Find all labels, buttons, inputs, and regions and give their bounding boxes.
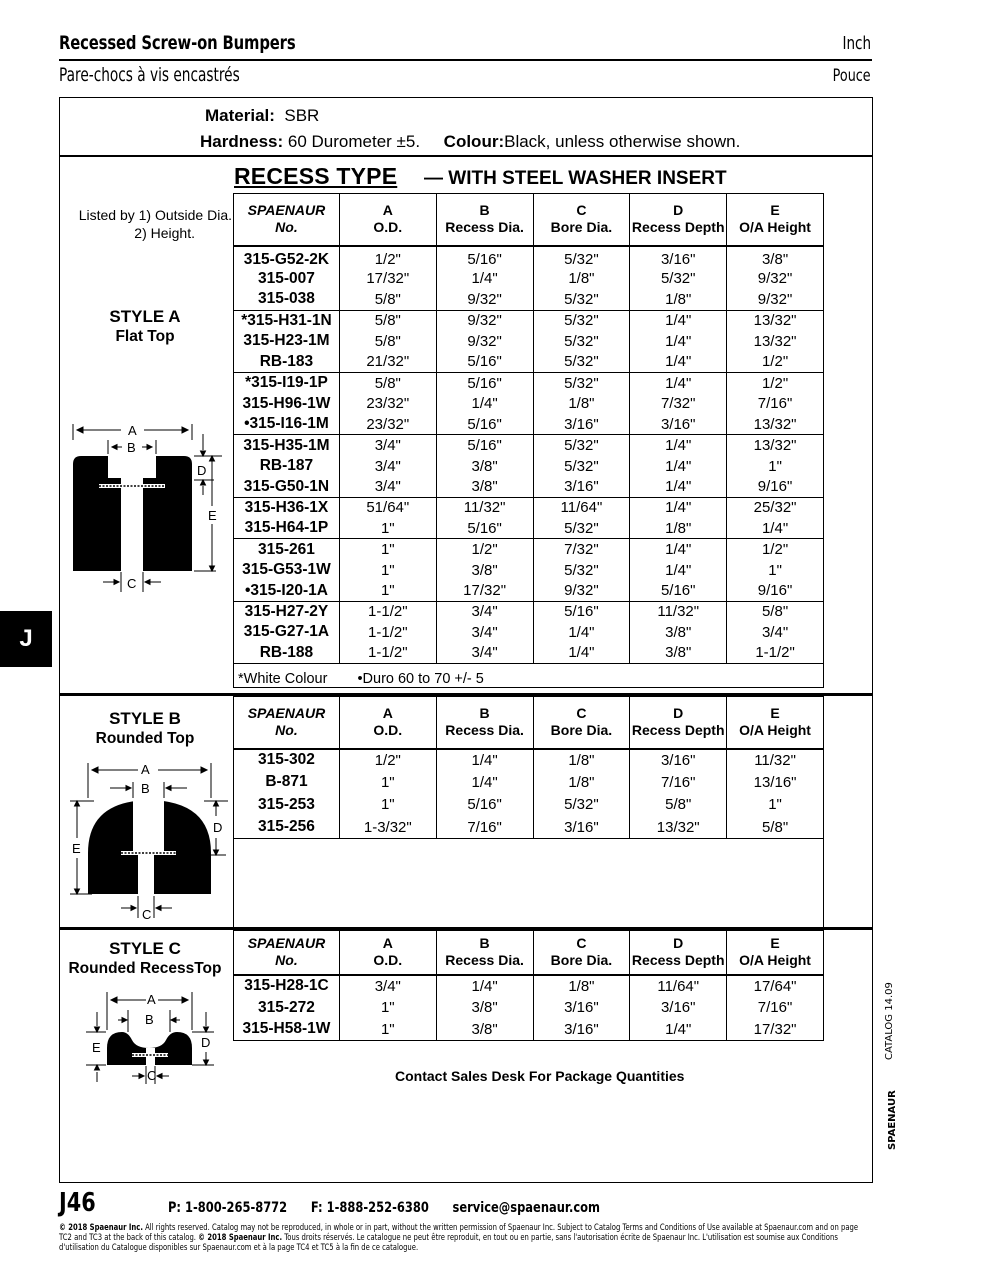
table-row (234, 518, 824, 539)
dim-a-label: A (147, 992, 156, 1007)
col-d-recess-depth: D Recess Depth (630, 194, 727, 246)
empty-row (234, 839, 824, 928)
dimension-cell: 17/32" (727, 1019, 824, 1041)
footer-contact (168, 1200, 620, 1216)
style-b-name: STYLE B (109, 709, 181, 728)
dimension-cell: 3/4" (339, 975, 436, 997)
dimension-cell: 5/32" (533, 372, 630, 393)
dimension-cell: 1/8" (533, 975, 630, 997)
phone-number: P: 1-800-265-8772 (168, 1200, 288, 1216)
table-row (234, 310, 824, 331)
dimension-cell: 3/4" (436, 622, 533, 643)
table-row (234, 269, 824, 290)
footnote-duro: •Duro 60 to 70 +/- 5 (357, 671, 484, 687)
col-c-bore-dia: C Bore Dia. (533, 931, 630, 975)
dimension-cell: 9/16" (727, 580, 824, 601)
legal-copyright-en: © 2018 Spaenaur Inc. (59, 1223, 143, 1233)
email-link[interactable]: service@spaenaur.com (452, 1200, 600, 1216)
dimension-cell: 5/16" (630, 580, 727, 601)
style-a-desc: Flat Top (115, 328, 175, 345)
dimension-cell: 5/16" (436, 414, 533, 435)
col-d-recess-depth: D Recess Depth (630, 697, 727, 749)
legal-notice (59, 1223, 872, 1253)
dimension-cell: 11/32" (727, 749, 824, 772)
dimension-cell: 13/32" (630, 816, 727, 839)
style-a-diagram (66, 420, 226, 595)
dimension-cell: 7/32" (533, 539, 630, 560)
catalog-version: CATALOG 14.09 (884, 982, 895, 1060)
dimension-cell: 3/16" (533, 997, 630, 1019)
dimension-cell: 5/32" (533, 560, 630, 581)
part-number-cell: 315-G50-1N (234, 476, 340, 497)
dimension-cell: 9/32" (436, 331, 533, 352)
dim-d-label: D (213, 820, 223, 835)
hardness-label: Hardness: (200, 132, 284, 151)
dimension-cell: 1/2" (727, 352, 824, 373)
dimension-cell: 1-1/2" (339, 601, 436, 622)
col-a-od: A O.D. (339, 697, 436, 749)
col-e-oa-height: E O/A Height (727, 194, 824, 246)
col-a-od: A O.D. (339, 194, 436, 246)
dim-b-label: B (127, 440, 136, 455)
part-number-cell: 315-H27-2Y (234, 601, 340, 622)
dimension-cell: 1" (339, 1019, 436, 1041)
dimension-cell: 1/4" (630, 310, 727, 331)
listed-by-line-1: Listed by 1) Outside Dia. (78, 207, 232, 223)
hardness-line (200, 132, 740, 152)
page-subtitle: Pare-chocs à vis encastrés (59, 64, 240, 86)
dimension-cell: 1/4" (436, 393, 533, 414)
part-number-cell: 315-H64-1P (234, 518, 340, 539)
dimension-cell: 5/32" (533, 456, 630, 477)
dimension-cell: 5/8" (339, 372, 436, 393)
table-row (234, 622, 824, 643)
dimension-cell: 7/16" (630, 771, 727, 794)
style-b-diagram (66, 758, 232, 924)
dimension-cell: 3/16" (630, 246, 727, 269)
part-number-cell: 315-302 (234, 749, 340, 772)
part-number-cell: 315-253 (234, 794, 340, 817)
dimension-cell: 23/32" (339, 393, 436, 414)
table-row (234, 794, 824, 817)
table-row (234, 975, 824, 997)
dim-c-label: C (147, 1068, 157, 1083)
table-row (234, 246, 824, 269)
table-row (234, 414, 824, 435)
dimension-cell: 51/64" (339, 497, 436, 518)
table-row (234, 393, 824, 414)
dimension-cell: 3/16" (630, 997, 727, 1019)
col-c-bore-dia: C Bore Dia. (533, 194, 630, 246)
dimension-cell: 1/2" (727, 372, 824, 393)
dimension-cell: 3/16" (533, 414, 630, 435)
dimension-cell: 13/32" (727, 331, 824, 352)
col-a-od: A O.D. (339, 931, 436, 975)
dimension-cell: 3/8" (436, 456, 533, 477)
hardness-value: 60 Durometer ±5. (287, 132, 421, 151)
dimension-cell: 1/4" (630, 497, 727, 518)
dimension-cell: 1" (727, 456, 824, 477)
dimension-cell: 9/32" (436, 310, 533, 331)
part-number-cell: 315-272 (234, 997, 340, 1019)
dimension-cell: 5/32" (533, 246, 630, 269)
dimension-cell: 1/4" (630, 539, 727, 560)
dimension-cell: 13/16" (727, 771, 824, 794)
dimension-cell: 1/2" (339, 749, 436, 772)
dimension-cell: 1/8" (533, 393, 630, 414)
part-number-cell: 315-H58-1W (234, 1019, 340, 1041)
dimension-cell: 1/4" (436, 269, 533, 290)
part-number-cell: 315-G27-1A (234, 622, 340, 643)
col-spaenaur-no: SPAENAUR No. (234, 931, 340, 975)
dimension-cell: 3/8" (727, 246, 824, 269)
part-number-cell: *315-H31-1N (234, 310, 340, 331)
dimension-cell: 5/32" (630, 269, 727, 290)
table-row (234, 580, 824, 601)
dimension-cell: 1/4" (630, 456, 727, 477)
dimension-cell: 11/64" (533, 497, 630, 518)
table-row (234, 331, 824, 352)
table-row (234, 476, 824, 497)
dim-b-label: B (145, 1012, 154, 1027)
dimension-cell: 3/4" (727, 622, 824, 643)
dimension-cell: 9/32" (436, 289, 533, 310)
dimension-cell: 5/32" (533, 794, 630, 817)
contact-note: Contact Sales Desk For Package Quantities (395, 1068, 685, 1084)
dimension-cell: 1/4" (436, 771, 533, 794)
dimension-cell: 11/64" (630, 975, 727, 997)
unit-label: Inch (842, 33, 871, 54)
material-label: Material: (205, 106, 275, 125)
table-row (234, 497, 824, 518)
empty-cell (234, 839, 824, 928)
dimension-cell: 1/8" (630, 289, 727, 310)
dim-e-label: E (72, 841, 81, 856)
dim-d-label: D (197, 463, 207, 478)
dimension-cell: 1/4" (630, 372, 727, 393)
dim-a-label: A (128, 423, 137, 438)
dim-c-label: C (142, 907, 152, 922)
dimension-cell: 3/8" (436, 560, 533, 581)
dimension-cell: 1" (339, 794, 436, 817)
dimension-cell: 5/16" (436, 246, 533, 269)
section-subtitle: — WITH STEEL WASHER INSERT (424, 168, 727, 189)
table-row (234, 372, 824, 393)
part-number-cell: 315-256 (234, 816, 340, 839)
dimension-cell: 5/32" (533, 331, 630, 352)
dimension-cell: 3/8" (630, 622, 727, 643)
dimension-cell: 5/32" (533, 289, 630, 310)
col-b-recess-dia: B Recess Dia. (436, 697, 533, 749)
dimension-cell: 3/4" (339, 476, 436, 497)
part-number-cell: 315-038 (234, 289, 340, 310)
dimension-cell: 1" (339, 997, 436, 1019)
dimension-cell: 1" (339, 518, 436, 539)
dimension-cell: 1/4" (630, 1019, 727, 1041)
dimension-cell: 1/4" (630, 331, 727, 352)
dimension-cell: 5/32" (533, 352, 630, 373)
part-number-cell: 315-G52-2K (234, 246, 340, 269)
dimension-cell: 5/8" (339, 310, 436, 331)
dimension-cell: 13/32" (727, 310, 824, 331)
dimension-cell: 1/8" (533, 269, 630, 290)
dimension-cell: 7/16" (727, 393, 824, 414)
dimension-cell: 1-1/2" (339, 643, 436, 664)
legal-text-en: All rights reserved. Catalog may not be reproduced, in whole or in part, without the written permission of Spaenaur Inc. Subject to Catalog Terms and Conditions of Use available at Spaenaur.com and on page TC2 and TC3 at the back of this catalog. (59, 1223, 859, 1243)
dimension-cell: 1" (339, 580, 436, 601)
dimension-cell: 5/16" (533, 601, 630, 622)
style-a-label (60, 307, 230, 347)
dimension-cell: 1/2" (436, 539, 533, 560)
colour-value: Black, unless otherwise shown. (504, 132, 741, 151)
dimension-cell: 1" (727, 560, 824, 581)
dimension-cell: 13/32" (727, 435, 824, 456)
unit-label-fr: Pouce (833, 66, 871, 86)
table-row (234, 1019, 824, 1041)
dimension-cell: 3/8" (436, 476, 533, 497)
part-number-cell: 315-261 (234, 539, 340, 560)
dimension-cell: 5/16" (436, 435, 533, 456)
dimension-cell: 5/8" (727, 601, 824, 622)
table-row (234, 352, 824, 373)
dimension-cell: 23/32" (339, 414, 436, 435)
dimension-cell: 1/4" (727, 518, 824, 539)
dimension-cell: 9/32" (533, 580, 630, 601)
dimension-cell: 3/8" (630, 643, 727, 664)
dimension-cell: 5/8" (727, 816, 824, 839)
dimension-cell: 17/64" (727, 975, 824, 997)
style-a-footnotes (238, 671, 484, 687)
dimension-cell: 1-1/2" (727, 643, 824, 664)
dimension-cell: 5/32" (533, 310, 630, 331)
material-line (205, 106, 319, 126)
dimension-cell: 5/16" (436, 372, 533, 393)
dimension-cell: 1/4" (630, 560, 727, 581)
dimension-cell: 1/8" (533, 749, 630, 772)
dim-d-label: D (201, 1035, 211, 1050)
table-row (234, 456, 824, 477)
style-c-diagram (86, 990, 220, 1085)
dimension-cell: 3/16" (533, 816, 630, 839)
table-row (234, 997, 824, 1019)
dimension-cell: 1/4" (533, 643, 630, 664)
col-b-recess-dia: B Recess Dia. (436, 194, 533, 246)
col-c-bore-dia: C Bore Dia. (533, 697, 630, 749)
dim-c-label: C (127, 576, 137, 591)
dimension-cell: 1-3/32" (339, 816, 436, 839)
dimension-cell: 5/16" (436, 794, 533, 817)
dimension-cell: 1/4" (630, 476, 727, 497)
dimension-cell: 3/4" (339, 456, 436, 477)
table-row (234, 539, 824, 560)
dimension-cell: 7/16" (727, 997, 824, 1019)
dimension-cell: 1" (339, 539, 436, 560)
col-e-oa-height: E O/A Height (727, 697, 824, 749)
dimension-cell: 7/16" (436, 816, 533, 839)
dim-e-label: E (208, 508, 217, 523)
table-row (234, 435, 824, 456)
dimension-cell: 5/8" (339, 289, 436, 310)
part-number-cell: RB-187 (234, 456, 340, 477)
dim-e-label: E (92, 1040, 101, 1055)
dimension-cell: 5/8" (339, 331, 436, 352)
style-c-desc: Rounded RecessTop (68, 960, 222, 977)
dimension-cell: 5/8" (630, 794, 727, 817)
dimension-cell: 25/32" (727, 497, 824, 518)
dimension-cell: 1/4" (630, 435, 727, 456)
dimension-cell: 3/8" (436, 997, 533, 1019)
table-row (234, 816, 824, 839)
style-b-table (233, 696, 824, 928)
style-c-header-row (234, 931, 824, 975)
table-row (234, 771, 824, 794)
dimension-cell: 5/32" (533, 435, 630, 456)
style-c-name: STYLE C (109, 939, 181, 958)
header-rule (59, 59, 872, 61)
style-a-name: STYLE A (109, 307, 181, 326)
dimension-cell: 7/32" (630, 393, 727, 414)
footnote-white-colour: *White Colour (238, 671, 328, 687)
style-a-table (233, 193, 824, 688)
legal-copyright-fr: © 2018 Spaenaur Inc. (198, 1233, 283, 1243)
part-number-cell: RB-188 (234, 643, 340, 664)
part-number-cell: 315-007 (234, 269, 340, 290)
part-number-cell: 315-H35-1M (234, 435, 340, 456)
style-c-label (60, 939, 230, 979)
dimension-cell: 3/4" (436, 643, 533, 664)
part-number-cell: RB-183 (234, 352, 340, 373)
col-spaenaur-no: SPAENAUR No. (234, 697, 340, 749)
dimension-cell: 11/32" (630, 601, 727, 622)
dimension-cell: 9/16" (727, 476, 824, 497)
dimension-cell: 1/4" (630, 352, 727, 373)
table-row (234, 560, 824, 581)
style-b-label (60, 709, 230, 749)
table-row (234, 601, 824, 622)
dimension-cell: 11/32" (436, 497, 533, 518)
dimension-cell: 5/32" (533, 518, 630, 539)
dimension-cell: 1/2" (727, 539, 824, 560)
section-tab-j: J (0, 611, 52, 667)
dimension-cell: 9/32" (727, 289, 824, 310)
part-number-cell: *315-I19-1P (234, 372, 340, 393)
part-number-cell: 315-G53-1W (234, 560, 340, 581)
dimension-cell: 17/32" (339, 269, 436, 290)
dimension-cell: 1-1/2" (339, 622, 436, 643)
style-a-header-row (234, 194, 824, 246)
fax-number: F: 1-888-252-6380 (310, 1200, 429, 1216)
dimension-cell: 1/4" (533, 622, 630, 643)
table-row (234, 749, 824, 772)
table-row (234, 643, 824, 664)
dim-a-label: A (141, 762, 150, 777)
part-number-cell: 315-H28-1C (234, 975, 340, 997)
dim-b-label: B (141, 781, 150, 796)
dimension-cell: 1/4" (436, 749, 533, 772)
legal-text-fr: Tous droits réservés. Le catalogue ne peut être reproduit, en tout ou en partie, sans l'autorisation écrite de Spaenaur Inc. L'utilisation est soumise aux Conditions d'utilisation du Catalogue disponibles sur Spaenaur.com et à la page TC4 et TC5 à la fin de ce catalogue. (59, 1233, 838, 1253)
part-number-cell: 315-H36-1X (234, 497, 340, 518)
style-b-header-row (234, 697, 824, 749)
dimension-cell: 3/4" (339, 435, 436, 456)
dimension-cell: 9/32" (727, 269, 824, 290)
brand-mark: SPAENAUR (887, 1090, 898, 1150)
colour-label: Colour: (443, 132, 505, 151)
dimension-cell: 1" (339, 771, 436, 794)
part-number-cell: •315-I16-1M (234, 414, 340, 435)
table-row (234, 289, 824, 310)
page-number: J46 (59, 1188, 96, 1218)
page-title: Recessed Screw-on Bumpers (59, 32, 296, 54)
dimension-cell: 1/8" (630, 518, 727, 539)
dimension-cell: 3/16" (630, 749, 727, 772)
col-b-recess-dia: B Recess Dia. (436, 931, 533, 975)
part-number-cell: B-871 (234, 771, 340, 794)
listed-by-line-2: 2) Height. (134, 225, 195, 241)
dimension-cell: 3/4" (436, 601, 533, 622)
dimension-cell: 5/16" (436, 352, 533, 373)
dimension-cell: 3/8" (436, 1019, 533, 1041)
dimension-cell: 1/4" (436, 975, 533, 997)
dimension-cell: 3/16" (533, 476, 630, 497)
material-value: SBR (284, 106, 320, 125)
dimension-cell: 21/32" (339, 352, 436, 373)
listed-by-note (62, 206, 232, 242)
col-spaenaur-no: SPAENAUR No. (234, 194, 340, 246)
dimension-cell: 5/16" (436, 518, 533, 539)
dimension-cell: 3/16" (533, 1019, 630, 1041)
dimension-cell: 13/32" (727, 414, 824, 435)
dimension-cell: 3/16" (630, 414, 727, 435)
dimension-cell: 17/32" (436, 580, 533, 601)
style-c-table (233, 930, 824, 1041)
style-b-desc: Rounded Top (95, 730, 195, 747)
part-number-cell: 315-H96-1W (234, 393, 340, 414)
section-divider (59, 155, 873, 157)
section-title: RECESS TYPE (234, 163, 398, 189)
part-number-cell: 315-H23-1M (234, 331, 340, 352)
dimension-cell: 1" (339, 560, 436, 581)
col-d-recess-depth: D Recess Depth (630, 931, 727, 975)
dimension-cell: 1/2" (339, 246, 436, 269)
col-e-oa-height: E O/A Height (727, 931, 824, 975)
dimension-cell: 1" (727, 794, 824, 817)
dimension-cell: 1/8" (533, 771, 630, 794)
part-number-cell: •315-I20-1A (234, 580, 340, 601)
